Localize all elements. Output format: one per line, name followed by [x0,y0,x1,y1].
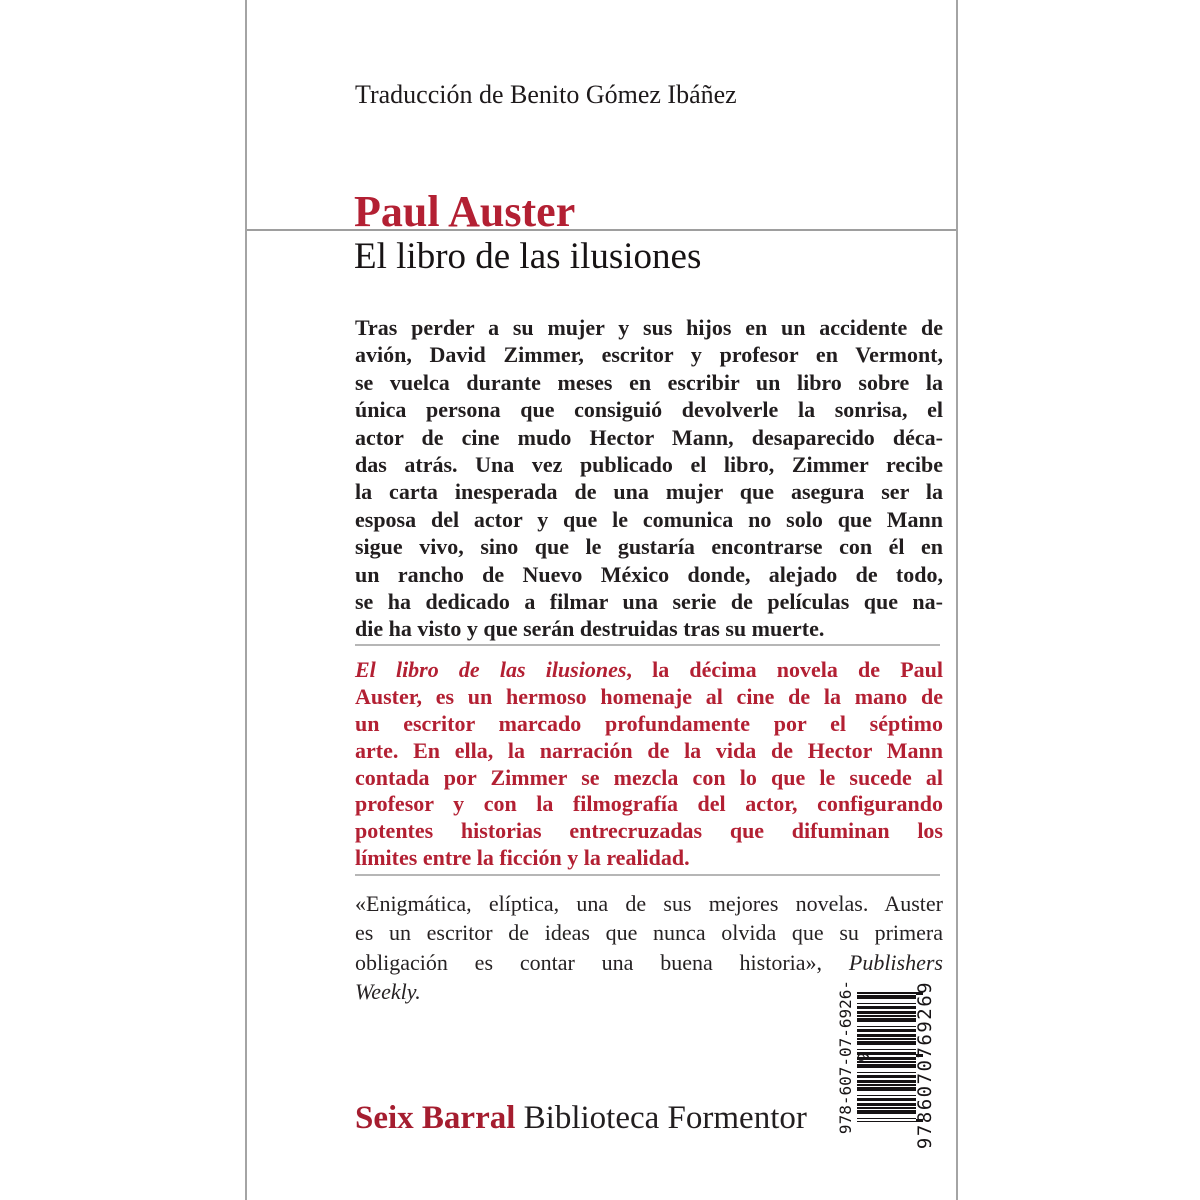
text-line: actor de cine mudo Hector Mann, desaparecido déca- [355,424,943,450]
text-line: obligación es contar una buena historia», Publishers [355,949,943,975]
text-line: es un escritor de ideas que nunca olvida que su primera [355,920,943,946]
text-line: avión, David Zimmer, escritor y profesor en Vermont, [355,342,943,368]
synopsis-paragraph [355,314,943,643]
text-line: se ha dedicado a filmar una serie de películas que na- [355,588,943,614]
book-title: El libro de las ilusiones [354,236,702,277]
text-line: die ha visto y que serán destruidas tras su muerte. [355,616,825,642]
publisher-line [355,1100,807,1136]
text-line: se vuelca durante meses en escribir un libro sobre la [355,369,943,395]
review-paragraph [355,657,943,872]
text-line: profesor y con la filmografía del actor, configurando [355,791,943,817]
text-line: esposa del actor y que le comunica no solo que Mann [355,506,943,532]
divider-line-2 [355,874,940,876]
translator-credit: Traducción de Benito Gómez Ibáñez [355,80,737,109]
divider-line-1 [355,644,940,646]
text-line: Auster, es un hermoso homenaje al cine de la mano de [355,683,943,709]
text-line: das atrás. Una vez publicado el libro, Zimmer recibe [355,451,943,477]
cover-right-edge-line [956,0,958,1200]
text-line: El libro de las ilusiones, la décima novela de Paul [355,657,943,682]
publisher-imprint: Seix Barral [355,1100,516,1136]
collection-name: Biblioteca Formentor [523,1100,807,1136]
text-line: sigue vivo, sino que le gustaría encontrarse con él en [355,534,943,560]
text-line: contada por Zimmer se mezcla con lo que le sucede al [355,764,943,790]
cover-left-edge-line [245,0,247,1200]
text-line: Tras perder a su mujer y sus hijos en un accidente de [355,315,943,340]
text-line: Weekly. [355,978,421,1004]
text-line: un escritor marcado profundamente por el séptimo [355,710,943,736]
isbn-digits-text: 9786070769269 [914,980,936,1150]
text-line: única persona que consiguió devolverle la sonrisa, el [355,397,943,423]
author-name: Paul Auster [354,187,576,236]
text-line: la carta inesperada de una mujer que asegura ser la [355,479,943,505]
text-line: «Enigmática, elíptica, una de sus mejores novelas. Auster [355,891,943,916]
text-line: límites entre la ficción y la realidad. [355,845,690,871]
text-line: un rancho de Nuevo México donde, alejado de todo, [355,561,943,587]
text-line: potentes historias entrecruzadas que difuminan los [355,818,943,844]
text-line: arte. En ella, la narración de la vida de Hector Mann [355,737,943,763]
isbn-hyphenated-text: 978-607-07-6926-9 [836,979,873,1135]
